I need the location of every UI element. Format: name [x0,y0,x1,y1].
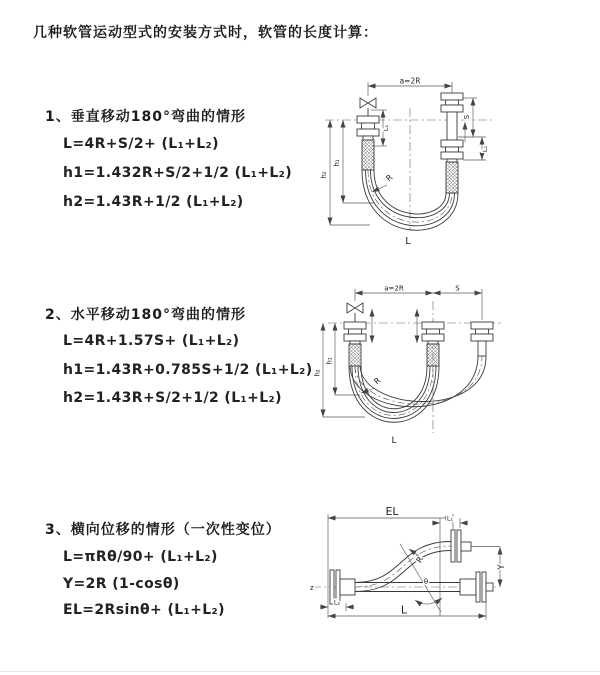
diagram-vertical-180 [313,76,558,258]
braided-hose-end [427,344,439,366]
section-2-formula-h2: h2=1.43R+S/2+1/2 (L₁+L₂) [63,390,282,406]
label-s: S [463,114,471,120]
label-el: EL [385,505,399,518]
label-h1: h₁ [333,159,341,167]
dimension-l1-top [432,515,468,529]
label-l1: L₁ [382,124,390,132]
label-a2r: a=2R [384,284,404,293]
label-theta: θ [423,578,429,586]
label-r: R [372,375,383,387]
u-hose-position-2 [350,356,486,407]
section-2-heading: 2、水平移动180°弯曲的情形 [45,307,246,323]
label-l2: L₂ [481,145,489,153]
section-2-formula-L: L=4R+1.57S+ (L₁+L₂) [63,333,240,349]
label-h2: h₂ [313,369,322,377]
section-3-formula-L: L=πRθ/90+ (L₁+L₂) [63,549,218,565]
braided-hose-end [349,344,361,366]
label-h2: h₂ [320,171,328,179]
dimension-l2-left [320,599,354,612]
label-r: R [384,172,395,184]
fitting-height-marks [372,309,417,343]
braided-hose-end [446,162,458,193]
centerline-break-mark: z [310,584,314,592]
label-a2r: a=2R [399,76,421,86]
section-3-heading: 3、横向位移的情形（一次性变位） [45,522,281,538]
label-l-bottom: L [391,436,397,446]
section-3-formula-EL: EL=2Rsinθ+ (L₁+L₂) [63,602,225,618]
left-pipe-fitting [344,322,366,366]
left-pipe-fitting [357,116,379,170]
label-y: Y [497,564,507,570]
dimension-a2r [355,285,482,321]
diagram-lateral-displacement [300,500,600,642]
u-hose-position-1 [349,366,439,422]
label-l1: L₁ [446,514,454,523]
construction-diagonal [400,544,441,612]
valve-icon [360,98,376,116]
section-1-formula-h1: h1=1.432R+S/2+1/2 (L₁+L₂) [63,165,293,181]
braided-hose-end [362,140,374,170]
upper-flange [451,530,500,562]
right-pipe-fitting [471,322,493,356]
label-l-bottom: L [405,236,411,247]
middle-pipe-fitting [422,322,444,366]
section-1-formula-L: L=4R+S/2+ (L₁+L₂) [63,136,219,152]
dimension-y [497,547,507,587]
section-1-formula-h2: h2=1.43R+1/2 (L₁+L₂) [63,194,244,210]
page-title: 几种软管运动型式的安装方式时，软管的长度计算： [33,25,378,41]
label-r: R [414,555,426,565]
diagram-horizontal-180 [313,281,508,451]
label-l2: L₂ [333,598,341,607]
label-s: S [455,284,460,293]
valve-icon [347,303,363,322]
dimension-a2r [368,77,452,97]
dimension-l-bottom [328,602,486,620]
section-3-formula-Y: Y=2R (1-cosθ) [63,576,180,592]
label-l: L [400,603,408,617]
right-pipe-fitting [441,93,463,193]
section-2-formula-h1: h1=1.43R+0.785S+1/2 (L₁+L₂) [63,362,313,378]
page-bottom-edge [0,671,600,672]
section-1-heading: 1、垂直移动180°弯曲的情形 [45,109,246,125]
centerlines [325,108,495,230]
centerlines [325,301,501,433]
label-h1: h₁ [325,357,334,365]
